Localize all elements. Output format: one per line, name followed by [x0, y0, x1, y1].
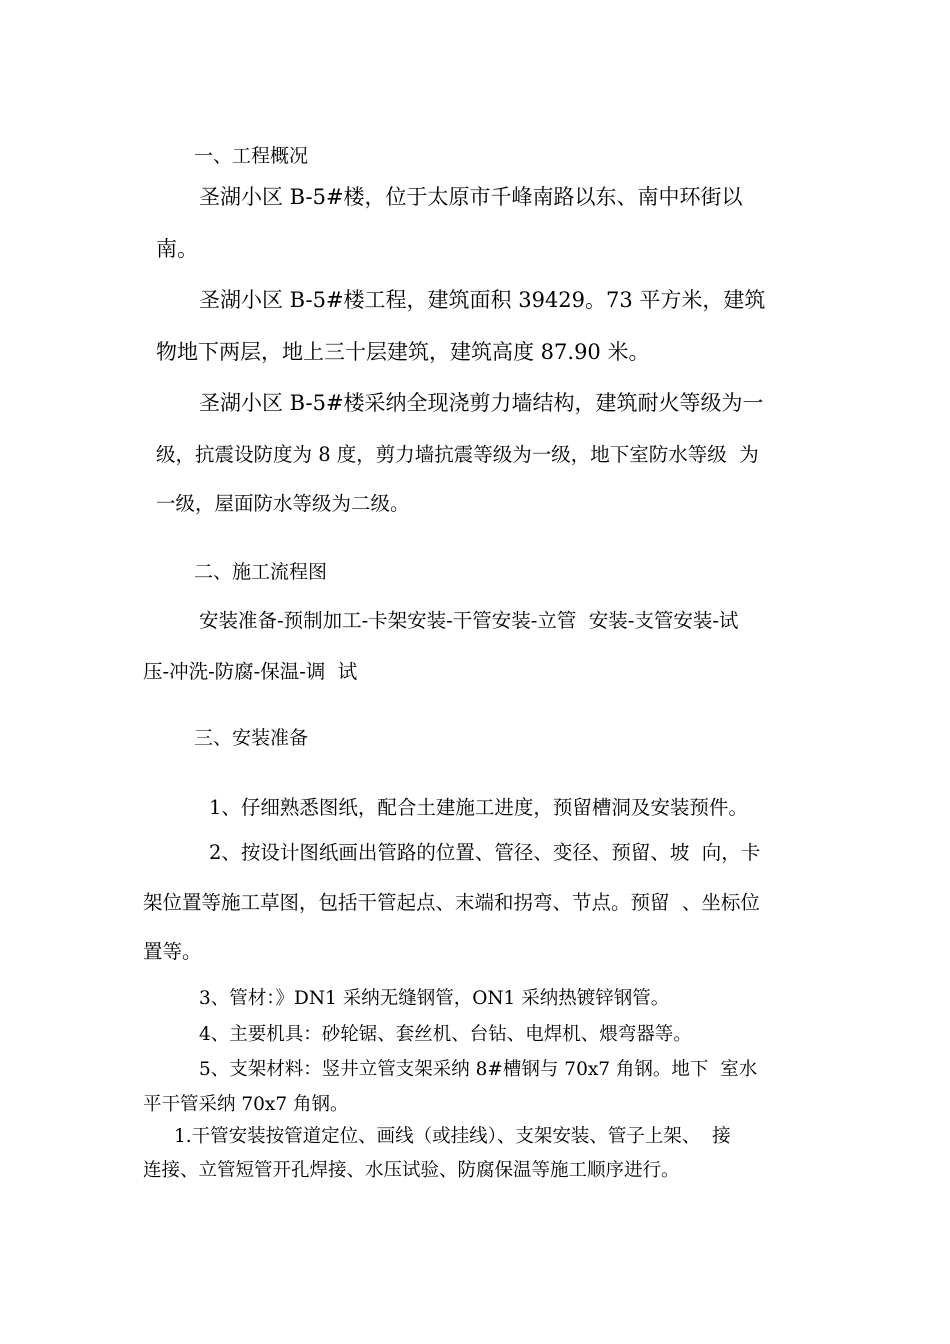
list-item: 4、主要机具：砂轮锯、套丝机、台钻、电焊机、煨弯器等。	[199, 1024, 692, 1045]
paragraph-line: 平干管采纳 70x7 角钢。	[143, 1094, 349, 1115]
paragraph-line: 圣湖小区 B-5#楼工程，建筑面积 39429。73 平方米，建筑	[199, 288, 766, 312]
paragraph-line: 级，抗震设防度为 8 度，剪力墙抗震等级为一级，地下室防水等级 为	[156, 443, 759, 466]
paragraph-line: 物地下两层，地上三十层建筑，建筑高度 87.90 米。	[156, 340, 650, 364]
paragraph-line: 压-冲洗-防腐-保温-调 试	[143, 660, 358, 683]
paragraph-line: 安装准备-预制加工-卡架安装-干管安装-立管 安装-支管安装-试	[199, 609, 739, 632]
list-item: 3、管材：》DN1 采纳无缝钢管，ON1 采纳热镀锌钢管。	[199, 988, 670, 1009]
section-heading-flowchart: 二、施工流程图	[194, 561, 328, 583]
paragraph-line: 连接、立管短管开孔焊接、水压试验、防腐保温等施工顺序进行。	[143, 1160, 680, 1181]
list-item: 2、按设计图纸画出管路的位置、管径、变径、预留、坡 向，卡	[209, 841, 761, 864]
list-item: 1、仔细熟悉图纸，配合土建施工进度，预留槽洞及安装预件。	[209, 796, 748, 819]
list-item: 1.干管安装按管道定位、画线（或挂线）、支架安装、管子上架、 接	[174, 1126, 731, 1147]
section-heading-preparation: 三、安装准备	[194, 727, 309, 749]
paragraph-line: 架位置等施工草图，包括干管起点、末端和拐弯、节点。预留 、坐标位	[143, 891, 760, 914]
paragraph-line: 圣湖小区 B-5#楼，位于太原市千峰南路以东、南中环街以	[199, 185, 743, 209]
section-heading-overview: 一、工程概况	[194, 145, 309, 167]
paragraph-line: 置等。	[143, 940, 202, 963]
list-item: 5、支架材料：竖井立管支架采纳 8#槽钢与 70x7 角钢。地下 室水	[199, 1059, 758, 1080]
paragraph-line: 圣湖小区 B-5#楼采纳全现浇剪力墙结构，建筑耐火等级为一	[199, 391, 764, 415]
paragraph-line: 一级，屋面防水等级为二级。	[156, 492, 410, 515]
paragraph-line: 南。	[156, 237, 198, 261]
